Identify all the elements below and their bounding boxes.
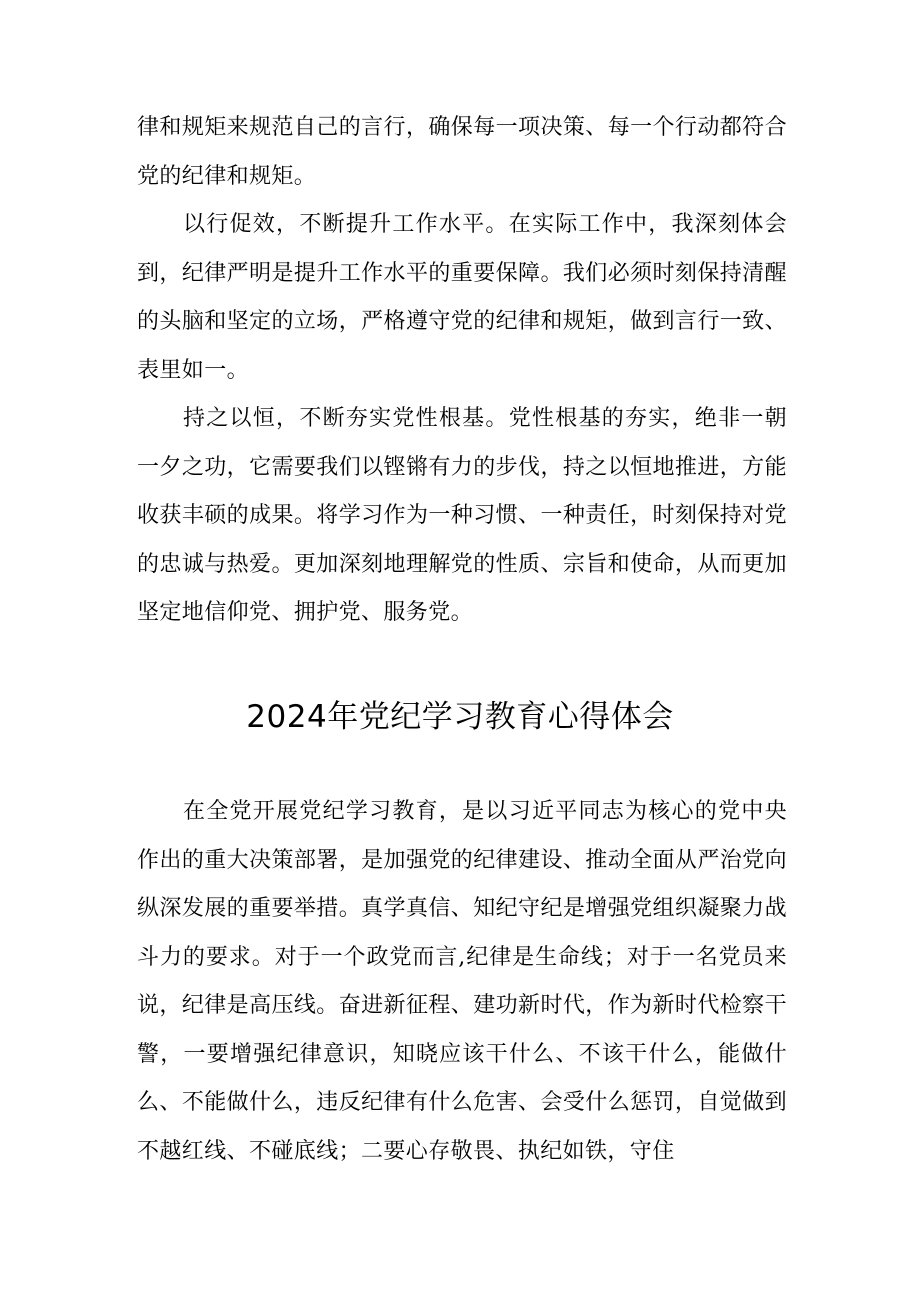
upper-text-block: [137, 104, 787, 638]
paragraph-practice: 以行促效，不断提升工作水平。在实际工作中，我深刻体会到，纪律严明是提升工作水平的重要保障。我们必须时刻保持清醒的头脑和坚定的立场，严格遵守党的纪律和规矩，做到言行一致、表里如一。: [137, 212, 787, 383]
article-title: 2024年党纪学习教育心得体会: [246, 699, 674, 735]
paragraph-introduction: 在全党开展党纪学习教育，是以习近平同志为核心的党中央作出的重大决策部署，是加强党的纪律建设、推动全面从严治党向纵深发展的重要举措。真学真信、知纪守纪是增强党组织凝聚力战斗力的要求。对于一个政党而言,纪律是生命线；对于一名党员来说，纪律是高压线。奋进新征程、建功新时代，作为新时代检察干警，一要增强纪律意识，知晓应该干什么、不该干什么，能做什么、不能做什么，违反纪律有什么危害、会受什么惩罚，自觉做到不越红线、不碰底线；二要心存敬畏、执纪如铁，守住: [137, 799, 787, 1164]
continuation-paragraph: 律和规矩来规范自己的言行，确保每一项决策、每一个行动都符合党的纪律和规矩。: [137, 115, 787, 189]
paragraph-perseverance: 持之以恒，不断夯实党性根基。党性根基的夯实，绝非一朝一夕之功，它需要我们以铿锵有力的步伐，持之以恒地推进，方能收获丰硕的成果。将学习作为一种习惯、一种责任，时刻保持对党的忠诚与热爱。更加深刻地理解党的性质、宗旨和使命，从而更加坚定地信仰党、拥护党、服务党。: [137, 406, 787, 625]
lower-text-block: [137, 788, 787, 1176]
